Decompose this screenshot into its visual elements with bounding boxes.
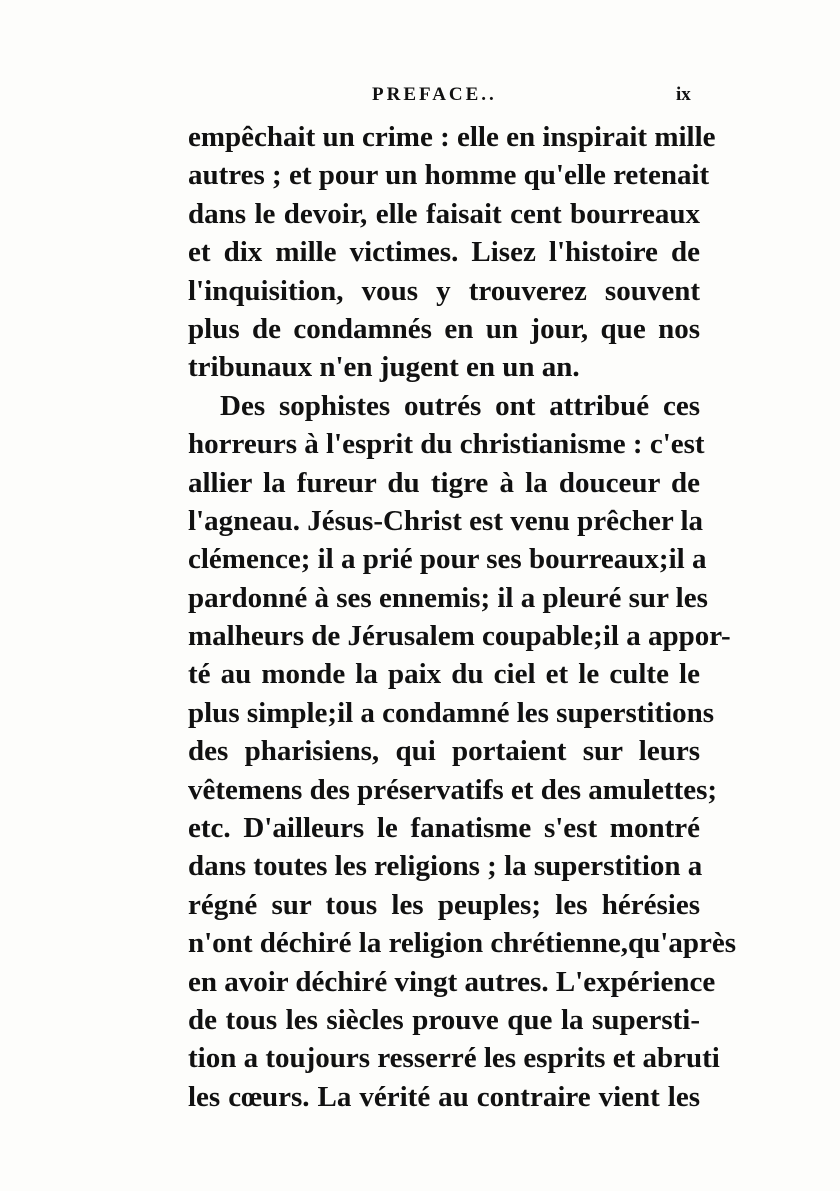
text-line: plus simple;il a condamné les superstitions [188, 696, 715, 729]
text-line: plus de condamnés en un jour, que nos [188, 312, 700, 345]
text-line: en avoir déchiré vingt autres. L'expérience [188, 965, 716, 998]
text-line: de tous les siècles prouve que la supersti- [188, 1003, 700, 1036]
running-title: PREFACE.. [372, 84, 497, 105]
running-head [0, 84, 840, 108]
page-number: ix [676, 84, 691, 105]
text-line: allier la fureur du tigre à la douceur de [188, 466, 700, 499]
paragraph-first-line: Des sophistes outrés ont attribué ces [220, 389, 700, 422]
text-line: malheurs de Jérusalem coupable;il a appor- [188, 620, 731, 653]
text-line: tribunaux n'en jugent en un an. [188, 351, 580, 384]
text-line: autres ; et pour un homme qu'elle retenait [188, 159, 710, 192]
text-line: etc. D'ailleurs le fanatisme s'est montré [188, 812, 700, 845]
text-line: et dix mille victimes. Lisez l'histoire de [188, 236, 700, 269]
text-line: clémence; il a prié pour ses bourreaux;il a [188, 543, 707, 576]
text-line: des pharisiens, qui portaient sur leurs [188, 735, 700, 768]
text-line: pardonné à ses ennemis; il a pleuré sur les [188, 581, 708, 614]
text-line: l'inquisition, vous y trouverez souvent [188, 274, 700, 307]
text-line: les cœurs. La vérité au contraire vient les [188, 1080, 700, 1113]
text-line: n'ont déchiré la religion chrétienne,qu'après [188, 927, 737, 960]
text-line: horreurs à l'esprit du christianisme : c'est [188, 428, 705, 461]
text-line: régné sur tous les peuples; les hérésies [188, 888, 700, 921]
text-line: l'agneau. Jésus-Christ est venu prêcher la [188, 504, 704, 537]
text-line: empêchait un crime : elle en inspirait mille [188, 121, 716, 153]
text-line: dans toutes les religions ; la superstition a [188, 850, 703, 883]
text-line: tion a toujours resserré les esprits et abruti [188, 1042, 720, 1075]
text-line: dans le devoir, elle faisait cent bourreaux [188, 197, 700, 230]
body-text [188, 118, 737, 1116]
text-line: vêtemens des préservatifs et des amulettes; [188, 773, 718, 806]
text-line: té au monde la paix du ciel et le culte le [188, 658, 700, 691]
